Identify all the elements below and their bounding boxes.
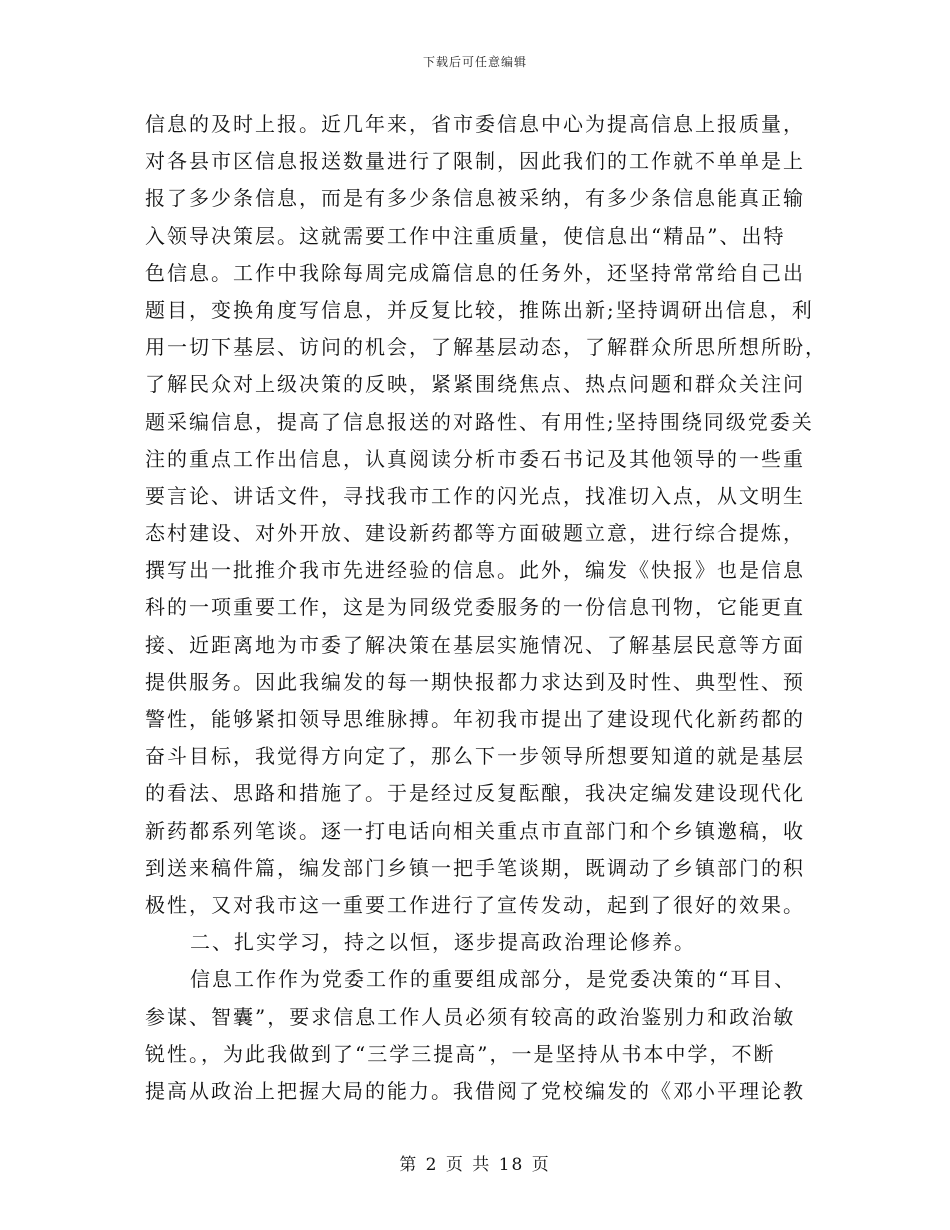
text-line: 题目，变换角度写信息，并反复比较，推陈出新;坚持调研出信息，利 xyxy=(145,297,814,322)
text-line: 新药都系列笔谈。逐一打电话向相关重点市直部门和个乡镇邀稿，收 xyxy=(145,818,805,843)
text-line: 入领导决策层。这就需要工作中注重质量，使信息出“精品”、出特 xyxy=(145,223,786,248)
body-text xyxy=(145,106,845,1110)
text-line: 撰写出一批推介我市先进经验的信息。此外，编发《快报》也是信息 xyxy=(145,558,805,583)
text-line: 的看法、思路和措施了。于是经过反复酝酿，我决定编发建设现代化 xyxy=(145,781,805,806)
section-heading: 二、扎实学习，持之以恒，逐步提高政治理论修养。 xyxy=(190,930,696,955)
text-line: 要言论、讲话文件，寻找我市工作的闪光点，找准切入点，从文明生 xyxy=(145,483,805,508)
text-line: 用一切下基层、访问的机会，了解基层动态，了解群众所思所想所盼， xyxy=(145,335,827,360)
header-note: 下载后可任意编辑 xyxy=(422,55,527,69)
text-line: 警性，能够紧扣领导思维脉搏。年初我市提出了建设现代化新药都的 xyxy=(145,707,805,731)
text-line: 对各县市区信息报送数量进行了限制，因此我们的工作就不单单是上 xyxy=(145,149,805,174)
page-number: 第 2 页 共 18 页 xyxy=(399,1155,551,1175)
text-line: 接、近距离地为市委了解决策在基层实施情况、了解基层民意等方面 xyxy=(145,632,805,657)
text-line: 报了多少条信息，而是有多少条信息被采纳，有多少条信息能真正输 xyxy=(145,186,805,211)
text-line: 奋斗目标，我觉得方向定了，那么下一步领导所想要知道的就是基层 xyxy=(145,744,805,769)
text-line: 锐性。，为此我做到了“三学三提高”，一是坚持从书本中学，不断 xyxy=(145,1041,776,1066)
text-line: 题采编信息，提高了信息报送的对路性、有用性;坚持围绕同级党委关 xyxy=(145,409,814,434)
text-line: 科的一项重要工作，这是为同级党委服务的一份信息刊物，它能更直 xyxy=(145,595,805,620)
text-line: 提高从政治上把握大局的能力。我借阅了党校编发的《邓小平理论教 xyxy=(145,1078,805,1103)
text-line: 提供服务。因此我编发的每一期快报都力求达到及时性、典型性、预 xyxy=(145,669,805,694)
text-line: 参谋、智囊”，要求信息工作人员必须有较高的政治鉴别力和政治敏 xyxy=(145,1004,796,1029)
text-line: 态村建设、对外开放、建设新药都等方面破题立意，进行综合提炼， xyxy=(145,521,805,546)
text-line: 注的重点工作出信息，认真阅读分析市委石书记及其他领导的一些重 xyxy=(145,446,805,471)
text-line: 信息工作作为党委工作的重要组成部分，是党委决策的“耳目、 xyxy=(190,967,797,992)
text-line: 信息的及时上报。近几年来，省市委信息中心为提高信息上报质量， xyxy=(145,112,805,136)
text-line: 色信息。工作中我除每周完成篇信息的任务外，还坚持常常给自己出 xyxy=(145,260,805,285)
text-line: 了解民众对上级决策的反映，紧紧围绕焦点、热点问题和群众关注问 xyxy=(145,372,805,397)
text-line: 极性，又对我市这一重要工作进行了宣传发动，起到了很好的效果。 xyxy=(145,892,805,917)
text-line: 到送来稿件篇，编发部门乡镇一把手笔谈期，既调动了乡镇部门的积 xyxy=(145,855,805,880)
